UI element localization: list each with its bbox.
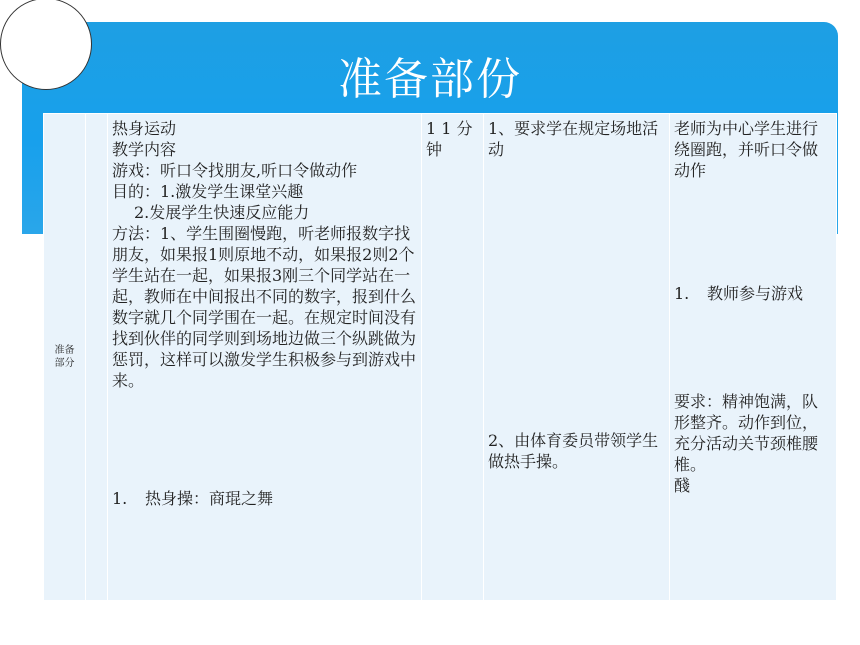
- time-cell: [422, 114, 484, 601]
- content-line: 热身运动: [112, 119, 177, 138]
- content-line: 教学内容: [112, 140, 177, 159]
- requirement-2: 2、由体育委员带领学生做热手操。: [488, 431, 659, 471]
- content-line: 2.发展学生快速反应能力: [134, 203, 310, 222]
- teacher-note-2-text: 教师参与游戏: [707, 284, 804, 303]
- teacher-note-1: 老师为中心学生进行绕圈跑，并听口令做动作: [674, 119, 819, 180]
- table-row: [44, 114, 837, 601]
- time-text: 1 1 分钟: [426, 119, 473, 159]
- warmup-item: [112, 488, 417, 509]
- warmup-item-text: 热身操：商琨之舞: [145, 489, 274, 508]
- slide-title: 准备部份: [338, 54, 522, 105]
- row-header-cell: [44, 114, 86, 601]
- row-header-line-1: 准备: [54, 345, 75, 356]
- requirements-cell: [484, 114, 670, 601]
- row-header-line-2: 部分: [54, 358, 75, 369]
- teacher-note-2: [674, 283, 832, 304]
- content-line: 目的：1.激发学生课堂兴趣: [112, 182, 304, 201]
- lesson-plan-table: [43, 113, 837, 601]
- content-cell: [108, 114, 422, 601]
- method-paragraph: 方法：1、学生围圈慢跑，听老师报数字找朋友，如果报1则原地不动，如果报2则2个学生站在一起，如果报3刚三个同学站在一起，教师在中间报出不同的数字，报到什么数字就几个同学围在一起。在规定时间没有找到伙伴的同学则到场地边做三个纵跳做为惩罚，这样可以激发学生积极参与到游戏中来。: [112, 224, 417, 390]
- warmup-item-number: 1.: [112, 489, 128, 508]
- teacher-note-4: 醆: [674, 476, 691, 495]
- teacher-cell: [670, 114, 837, 601]
- requirement-1: 1、要求学在规定场地活动: [488, 119, 659, 159]
- spacer-cell: [86, 114, 108, 601]
- teacher-note-3: 要求：精神饱满，队形整齐。动作到位，充分活动关节颈椎腰椎。: [674, 392, 819, 474]
- content-line: 游戏：听口令找朋友,听口令做动作: [112, 161, 358, 180]
- teacher-note-2-number: 1.: [674, 284, 690, 303]
